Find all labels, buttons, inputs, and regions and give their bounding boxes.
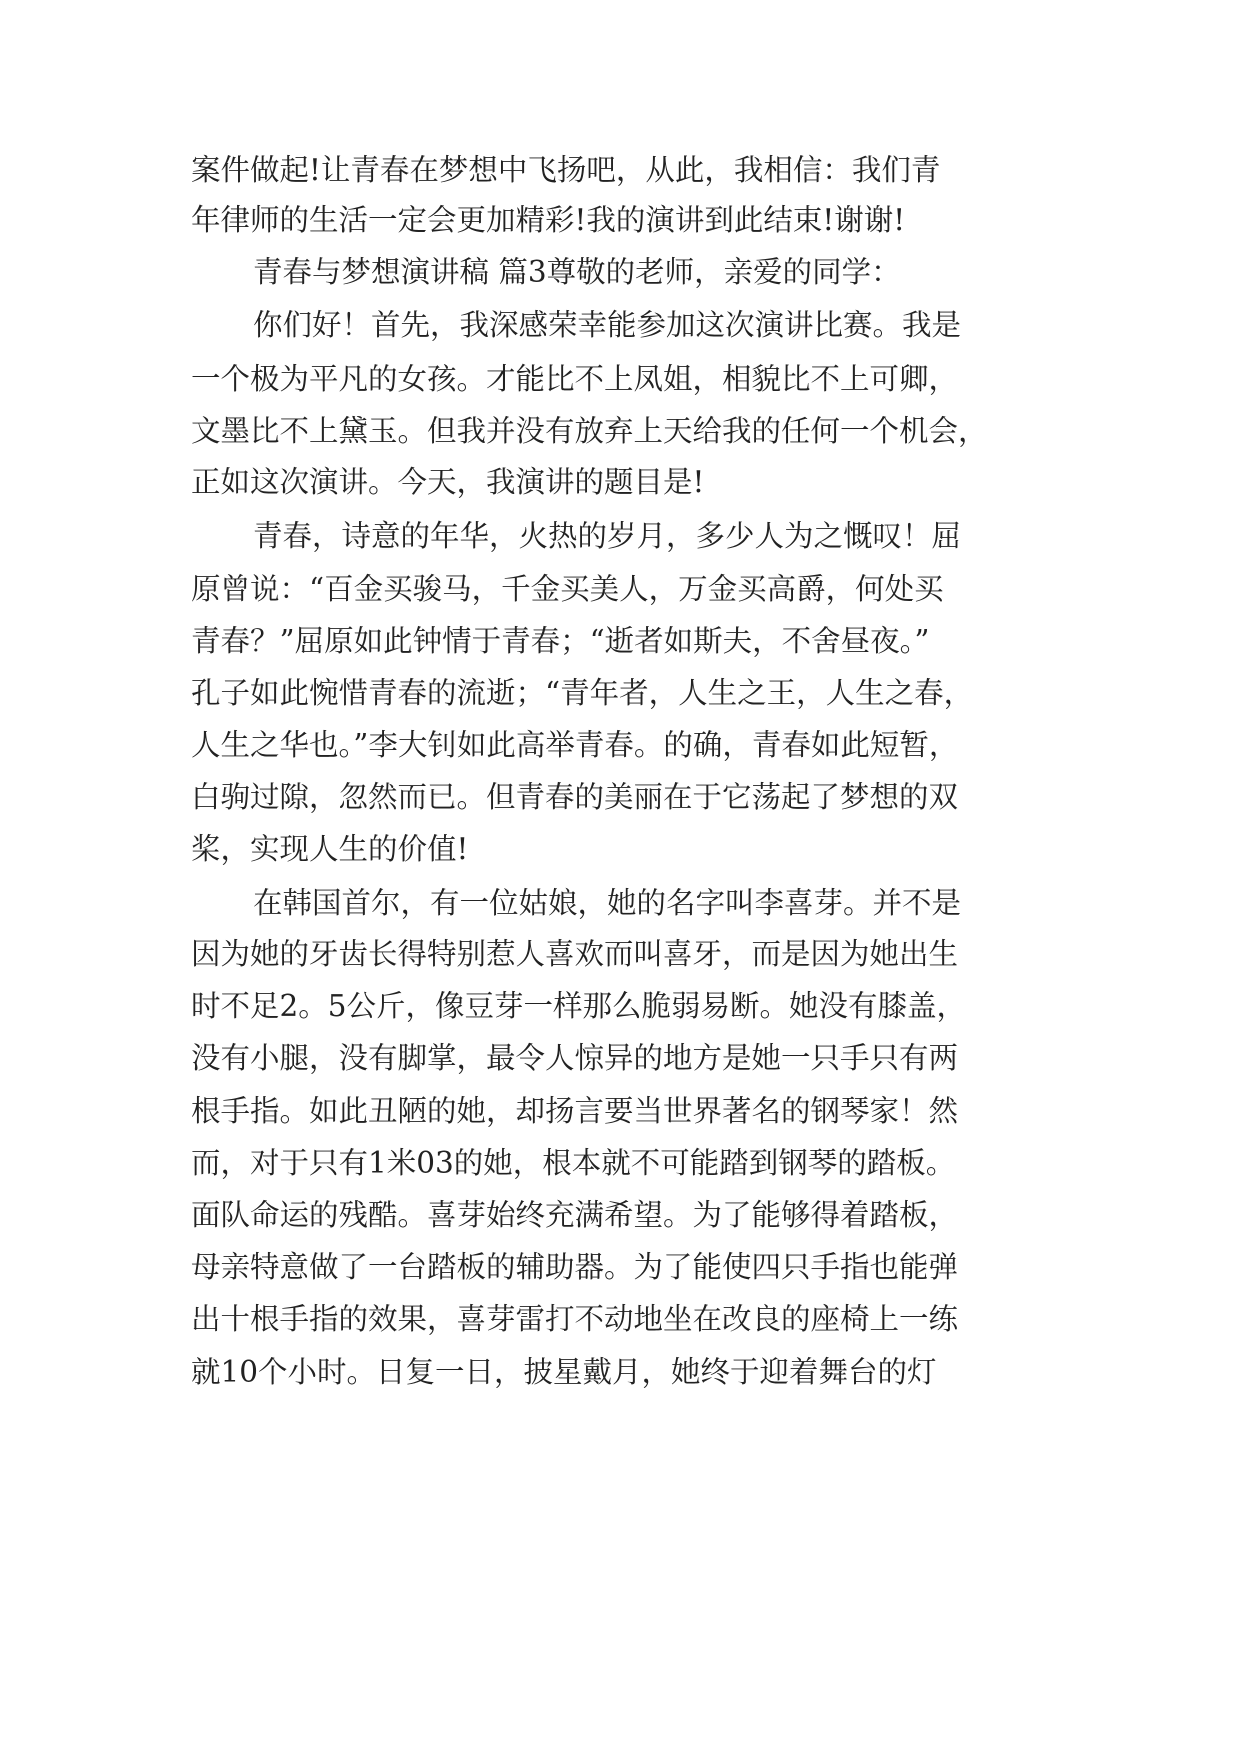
text-line: 因为她的牙齿长得特别惹人喜欢而叫喜牙，而是因为她出生 <box>191 937 959 971</box>
text-line: 母亲特意做了一台踏板的辅助器。为了能使四只手指也能弹 <box>191 1250 959 1284</box>
text-line: 桨，实现人生的价值! <box>191 832 469 866</box>
text-line: 时不足2。5公斤，像豆芽一样那么脆弱易断。她没有膝盖， <box>191 989 967 1023</box>
text-line: 正如这次演讲。今天，我演讲的题目是! <box>191 465 705 499</box>
text-line: 孔子如此惋惜青春的流逝；“青年者，人生之王，人生之春， <box>191 676 974 710</box>
text-line: 你们好！首先，我深感荣幸能参加这次演讲比赛。我是 <box>253 308 962 342</box>
text-line: 人生之华也。”李大钊如此高举青春。的确，青春如此短暂， <box>191 728 959 762</box>
section-heading: 青春与梦想演讲稿 篇3尊敬的老师，亲爱的同学： <box>253 255 901 289</box>
text-line: 案件做起!让青春在梦想中飞扬吧，从此，我相信：我们青 <box>191 153 941 187</box>
text-line: 而，对于只有1米03的她，根本就不可能踏到钢琴的踏板。 <box>191 1146 956 1180</box>
text-line: 根手指。如此丑陋的她，却扬言要当世界著名的钢琴家！然 <box>191 1094 959 1128</box>
text-line: 原曾说：“百金买骏马，千金买美人，万金买高爵，何处买 <box>191 572 944 606</box>
text-line: 面队命运的残酷。喜芽始终充满希望。为了能够得着踏板， <box>191 1198 959 1232</box>
text-line: 文墨比不上黛玉。但我并没有放弃上天给我的任何一个机会， <box>191 414 988 448</box>
text-line: 年律师的生活一定会更加精彩!我的演讲到此结束!谢谢! <box>191 203 906 237</box>
text-line: 就10个小时。日复一日，披星戴月，她终于迎着舞台的灯 <box>191 1355 937 1389</box>
text-line: 一个极为平凡的女孩。才能比不上凤姐，相貌比不上可卿， <box>191 362 959 396</box>
text-line: 白驹过隙，忽然而已。但青春的美丽在于它荡起了梦想的双 <box>191 780 959 814</box>
text-line: 青春？”屈原如此钟情于青春；“逝者如斯夫，不舍昼夜。” <box>191 624 930 658</box>
text-line: 青春，诗意的年华，火热的岁月，多少人为之慨叹！屈 <box>253 519 962 553</box>
text-line: 出十根手指的效果，喜芽雷打不动地坐在改良的座椅上一练 <box>191 1302 959 1336</box>
text-line: 在韩国首尔，有一位姑娘，她的名字叫李喜芽。并不是 <box>253 886 962 920</box>
text-line: 没有小腿，没有脚掌，最令人惊异的地方是她一只手只有两 <box>191 1041 959 1075</box>
